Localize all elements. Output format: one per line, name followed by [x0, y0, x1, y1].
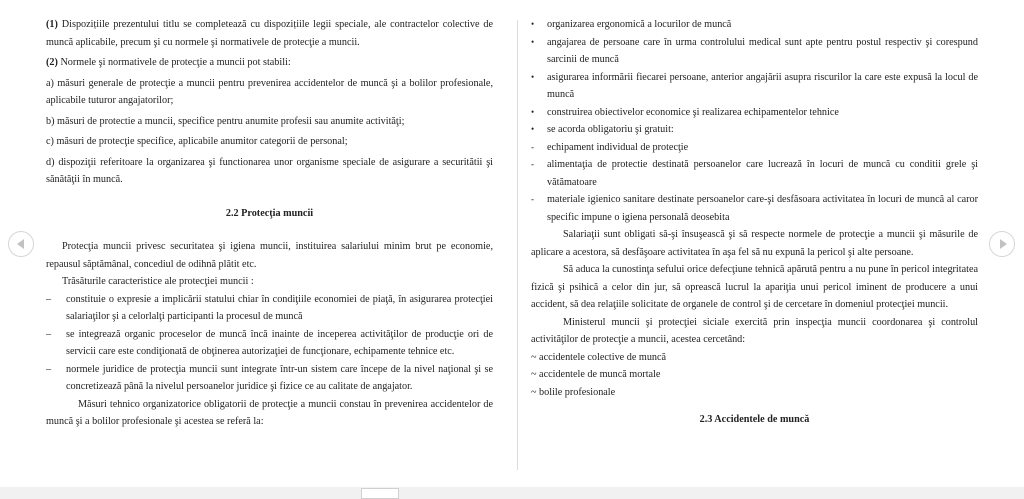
bullet-item: [531, 16, 978, 34]
dash-marker: –: [46, 293, 52, 305]
scrollbar-thumb[interactable]: [361, 488, 399, 499]
paragraph-1-label: (1): [46, 19, 58, 30]
dash-marker: -: [531, 194, 534, 204]
previous-page-button[interactable]: [8, 231, 34, 257]
intro-paragraph: Protecţia muncii privesc securitatea şi igiena muncii, instituirea salariului minim brut pe economie, repausul săptămânal, concediul de odihnă plătit etc.: [46, 241, 493, 270]
trait-text: constituie o expresie a implicării statului chiar în condiţiile economiei de piaţă, în asigurarea protecţiei salariaţilor şi a celorlalţi participanti la procesul de muncă: [66, 293, 493, 322]
trait-text: normele juridice de protecţia muncii sunt integrate într-un sistem care începe de la nivel naţional şi se concretizează până la nivelul persoanelor juridice şi fizice ce au calitate de angajator.: [66, 363, 493, 392]
dash-marker: –: [46, 328, 52, 340]
bullet-text: construirea obiectivelor economice şi realizarea echipamentelor tehnice: [547, 106, 839, 118]
trait-text: se integrează organic proceselor de muncă încă inainte de inceperea activităţilor de producţie ori de servicii care este condiţionată de obţinerea autorizaţiei de funcţionare, echipamente tehnice etc.: [66, 328, 493, 357]
report-paragraph: Să aduca la cunostinţa sefului orice defecţiune tehnică apărută pentru a nu pune în pericol integritatea fizică şi psihică a celor din jur, să oprească lucrul la apariţia unui pericol iminent de producere a unui accident, să dea relaţiile solicitate de organele de control şi de cercetare în domeniul protecţiei muncii.: [531, 264, 978, 310]
measures-paragraph: Măsuri tehnico organizatorice obligatorii de protecţie a muncii constau în prevenirea accidentelor de muncă şi a bolilor profesionale şi acestea se referă la:: [46, 398, 493, 427]
dash-item: [531, 156, 978, 191]
section-heading-2-3: 2.3 Accidentele de muncă: [699, 414, 810, 425]
dash-marker: -: [531, 141, 534, 152]
dash-marker: -: [531, 159, 534, 169]
dash-item: [531, 139, 978, 157]
tilde-item: ~ bolile profesionale: [531, 386, 616, 398]
bullet-marker: •: [531, 36, 535, 47]
bullet-item: [531, 121, 978, 139]
left-page: [46, 16, 493, 431]
bullet-item: [531, 69, 978, 104]
item-c: c) măsuri de protecţie specifice, aplicabile anumitor categorii de personal;: [46, 136, 348, 147]
page-divider: [517, 20, 518, 470]
next-page-button[interactable]: [989, 231, 1015, 257]
horizontal-scrollbar[interactable]: [0, 487, 1024, 499]
dash-marker: –: [46, 363, 52, 375]
item-b: b) măsuri de protectie a muncii, specifice pentru anumite profesii sau anumite activităţi;: [46, 115, 405, 127]
dash-item: [531, 191, 978, 226]
bullet-item: [531, 104, 978, 122]
tilde-item: ~ accidentele de muncă mortale: [531, 369, 661, 380]
item-d: d) dispoziţii referitoare la organizarea şi functionarea unor organisme speciale de asigurare a securitătii şi sănătăţii în muncă.: [46, 156, 493, 185]
bullet-item: [531, 34, 978, 69]
bullet-marker: •: [531, 71, 535, 82]
right-page: [531, 16, 978, 429]
traits-label: Trăsăturile caracteristice ale protecţiei muncii :: [62, 276, 254, 287]
paragraph-2-label: (2): [46, 57, 58, 68]
bullet-text: angajarea de persoane care în urma controlului medical sunt apte pentru postul respectiv şi corespund sarcinii de muncă: [547, 36, 978, 65]
bullet-text: organizarea ergonomică a locurilor de muncă: [547, 19, 732, 30]
dash-text: materiale igienico sanitare destinate persoanelor care-şi desfăsoara activitatea în locuri de muncă al caror specific impune o igiena personală deosebita: [547, 194, 978, 223]
bullet-marker: •: [531, 124, 535, 134]
bullet-marker: •: [531, 19, 535, 29]
dash-text: alimentaţia de protectie destinată persoanelor care lucrează în locuri de muncă cu conditii grele şi vătămatoare: [547, 159, 978, 188]
paragraph-2: [46, 54, 493, 72]
bullet-marker: •: [531, 106, 535, 117]
employees-paragraph: Salariaţii sunt obligati să-şi însuşească şi să respecte normele de protecţie a muncii şi măsurile de aplicare a acestora, să desfăşoare activitatea în aşa fel să nu expună la pericol şi alte persoane.: [531, 229, 978, 258]
bullet-text: se acorda obligatoriu şi gratuit:: [547, 124, 674, 135]
section-heading-2-2: 2.2 Protecţia muncii: [225, 207, 314, 219]
ministry-paragraph: Ministerul muncii şi protecţiei siciale exercită prin inspecţia muncii coordonarea şi controlul activităţilor de protecţie a muncii, acestea cercetând:: [531, 316, 978, 345]
paragraph-1-text: Dispozițiile prezentului titlu se completează cu dispozițiile legii speciale, ale contractelor colective de muncă aplicabile, precum şi cu normele şi normativele de protecţie a muncii.: [46, 19, 493, 48]
trait-item: [46, 326, 493, 361]
bullet-text: asigurarea informării fiecarei persoane, anterior angajării asupra riscurilor la care este expusă la locul de muncă: [547, 71, 978, 100]
paragraph-1: [46, 16, 493, 51]
chevron-right-icon: [1000, 239, 1007, 249]
tilde-item: ~ accidentele colective de muncă: [531, 351, 667, 363]
dash-text: echipament individual de protecţie: [547, 141, 689, 153]
trait-item: [46, 291, 493, 326]
chevron-left-icon: [17, 239, 24, 249]
item-a: a) măsuri generale de protecţie a muncii pentru prevenirea accidentelor de muncă şi a bolilor profesionale, aplicabile tuturor angajatorilor;: [46, 77, 493, 106]
trait-item: [46, 361, 493, 396]
paragraph-2-text: Normele şi normativele de protecţie a muncii pot stabili:: [57, 57, 291, 68]
